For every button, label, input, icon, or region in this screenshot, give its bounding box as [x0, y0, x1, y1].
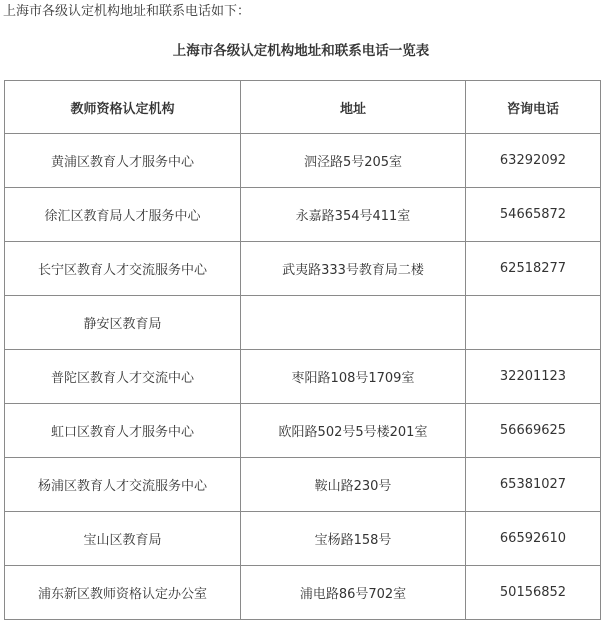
phone-cell: 50156852 [466, 566, 601, 620]
table-row [5, 458, 601, 512]
table-row [5, 134, 601, 188]
address-cell: 永嘉路354号411室 [241, 188, 466, 242]
table-header-row [5, 81, 601, 134]
phone-cell: 65381027 [466, 458, 601, 512]
table-row [5, 512, 601, 566]
intro-text: 上海市各级认定机构地址和联系电话如下： [3, 4, 251, 19]
table-row [5, 404, 601, 458]
address-cell: 浦电路86号702室 [241, 566, 466, 620]
institution-cell: 虹口区教育人才服务中心 [5, 404, 241, 458]
phone-cell: 63292092 [466, 134, 601, 188]
address-cell: 欧阳路502号5号楼201室 [241, 404, 466, 458]
address-cell: 武夷路333号教育局二楼 [241, 242, 466, 296]
header-institution: 教师资格认定机构 [5, 81, 241, 134]
institution-cell: 普陀区教育人才交流中心 [5, 350, 241, 404]
address-cell: 宝杨路158号 [241, 512, 466, 566]
institution-cell: 宝山区教育局 [5, 512, 241, 566]
phone-cell: 66592610 [466, 512, 601, 566]
institution-cell: 徐汇区教育局人才服务中心 [5, 188, 241, 242]
header-address: 地址 [241, 81, 466, 134]
address-cell [241, 296, 466, 350]
table-title: 上海市各级认定机构地址和联系电话一览表 [172, 43, 430, 59]
header-phone: 咨询电话 [466, 81, 601, 134]
table-row [5, 242, 601, 296]
table-row [5, 188, 601, 242]
institution-cell: 杨浦区教育人才交流服务中心 [5, 458, 241, 512]
phone-cell: 32201123 [466, 350, 601, 404]
phone-cell: 62518277 [466, 242, 601, 296]
table-row [5, 296, 601, 350]
phone-cell [466, 296, 601, 350]
institution-cell: 静安区教育局 [5, 296, 241, 350]
address-cell: 鞍山路230号 [241, 458, 466, 512]
institution-cell: 黄浦区教育人才服务中心 [5, 134, 241, 188]
address-cell: 枣阳路108号1709室 [241, 350, 466, 404]
address-cell: 泗泾路5号205室 [241, 134, 466, 188]
institution-cell: 浦东新区教师资格认定办公室 [5, 566, 241, 620]
table-row [5, 566, 601, 620]
phone-cell: 56669625 [466, 404, 601, 458]
institution-cell: 长宁区教育人才交流服务中心 [5, 242, 241, 296]
institution-table [4, 80, 601, 620]
phone-cell: 54665872 [466, 188, 601, 242]
table-row [5, 350, 601, 404]
